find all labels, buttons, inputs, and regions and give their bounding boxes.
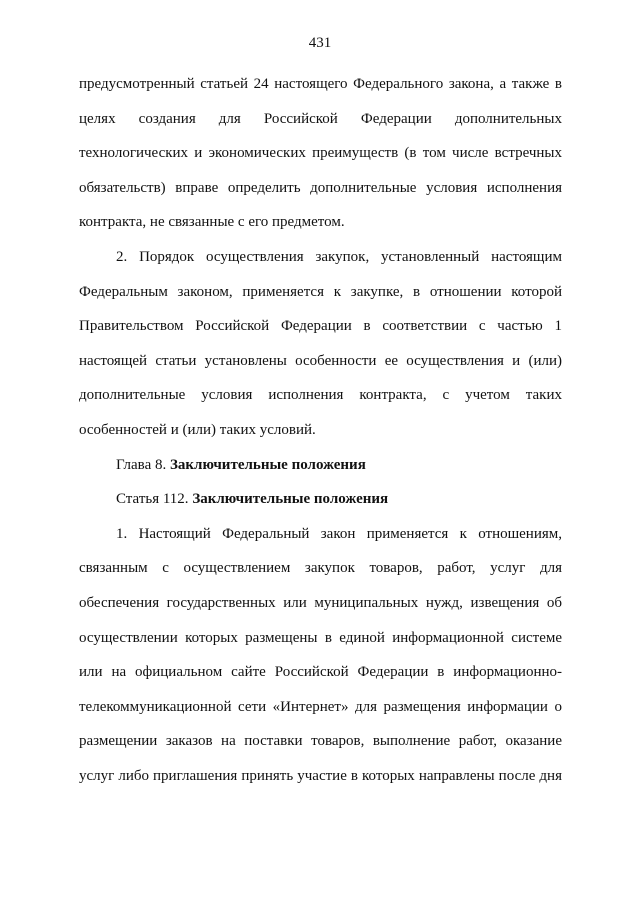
paragraph-part-1: 1. Настоящий Федеральный закон применяется к отношениям, связанным с осуществлением закупок товаров, работ, услуг для обеспечения государственных или муниципальных нужд, извещения об осуществлении которых размещены в единой информационной системе или на официальном сайте Российской Федерации в информационно-телекоммуникационной сети «Интернет» для размещения информации о размещении заказов на поставки товаров, выполнение работ, оказание услуг либо приглашения принять участие в которых направлены после дня (79, 525, 562, 784)
document-body (79, 67, 562, 793)
chapter-heading (79, 448, 562, 483)
article-heading-prefix: Статья 112. (116, 491, 193, 508)
chapter-heading-title: Заключительные положения (169, 456, 366, 473)
article-heading-title: Заключительные положения (192, 491, 389, 508)
paragraph-continuation: предусмотренный статьей 24 настоящего Федерального закона, а также в целях создания для Российской Федерации дополнительных технологических и экономических преимуществ (в том числе встречных обязательств) вправе определить дополнительные условия исполнения контракта, не связанные с его предметом. (79, 76, 562, 231)
article-heading (79, 482, 562, 517)
paragraph-part-2: 2. Порядок осуществления закупок, установленный настоящим Федеральным законом, применяется к закупке, в отношении которой Правительством Российской Федерации в соответствии с частью 1 настоящей статьи установлены особенности ее осуществления и (или) дополнительные условия исполнения контракта, с учетом таких особенностей и (или) таких условий. (79, 248, 562, 438)
chapter-heading-prefix: Глава 8. (116, 456, 170, 473)
page-number: 431 (308, 35, 332, 51)
